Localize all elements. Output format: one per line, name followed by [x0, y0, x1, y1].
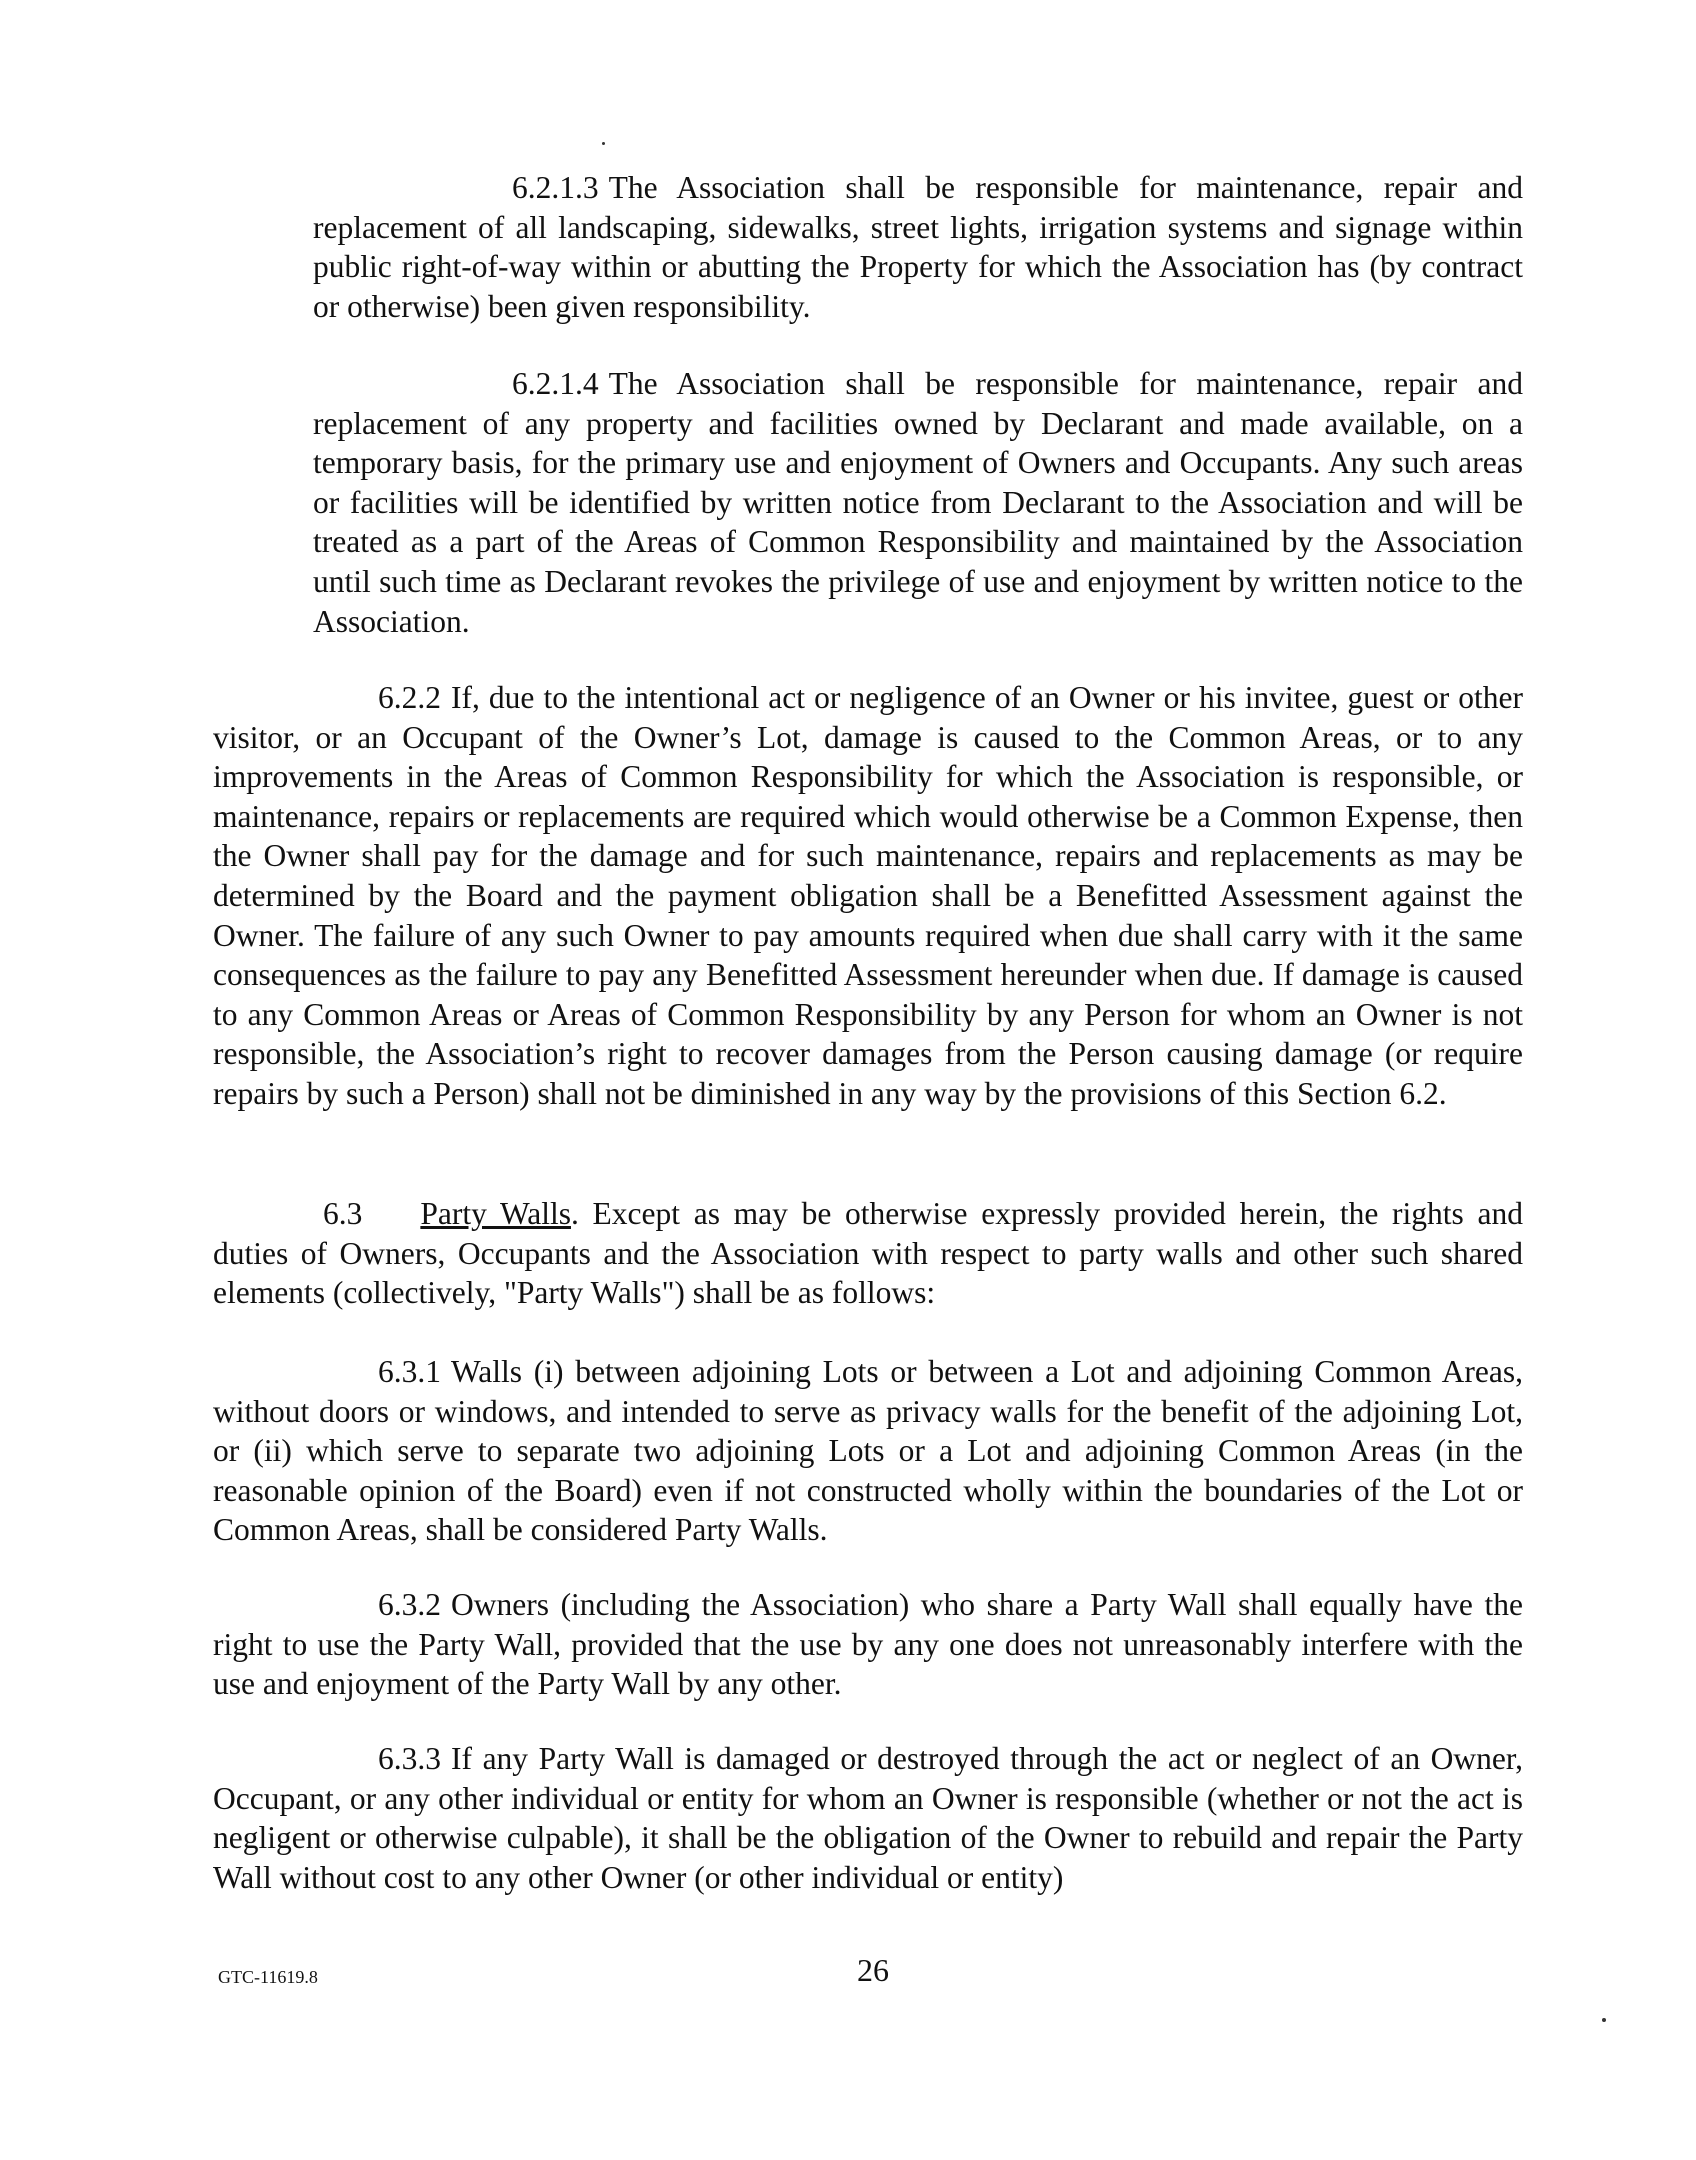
paragraph-text: Owners (including the Association) who share a Party Wall shall equally have the right to use the Party Wall, provided that the use by any one does not unreasonably interfere with the use and enjoyment of the Party Wall by any other. — [213, 1587, 1523, 1702]
paragraph-6-3-3 — [213, 1739, 1523, 1897]
document-code: GTC-11619.8 — [218, 1967, 318, 1987]
page-number: 26 — [857, 1952, 889, 1988]
paragraph-6-3-1 — [213, 1352, 1523, 1550]
paragraph-text: . Except as may be otherwise expressly provided herein, the rights and duties of Owners, Occupants and the Association with respect to party walls and other such shared elements (collectively, "Party Walls") shall be as follows: — [213, 1196, 1523, 1311]
paragraph-number: 6.2.1.4 — [512, 366, 599, 401]
scan-speck — [1602, 2018, 1606, 2022]
paragraph-number: 6.3.2 — [378, 1587, 441, 1622]
paragraph-number: 6.3.3 — [378, 1741, 441, 1776]
paragraph-text: The Association shall be responsible for maintenance, repair and replacement of all landscaping, sidewalks, street lights, irrigation systems and signage within public right-of-way within or abutting the Property for which the Association has (by contract or otherwise) been given responsibility. — [313, 170, 1523, 324]
paragraph-text: If, due to the intentional act or negligence of an Owner or his invitee, guest or other visitor, or an Occupant of the Owner’s Lot, damage is caused to the Common Areas, or to any improvements in the Areas of Common Responsibility for which the Association is responsible, or maintenance, repairs or replacements are required which would otherwise be a Common Expense, then the Owner shall pay for the damage and for such maintenance, repairs and replacements as may be determined by the Board and the payment obligation shall be a Benefitted Assessment against the Owner. The failure of any such Owner to pay amounts required when due shall carry with it the same consequences as the failure to pay any Benefitted Assessment hereunder when due. If damage is caused to any Common Areas or Areas of Common Responsibility by any Person for whom an Owner is not responsible, the Association’s right to recover damages from the Person causing damage (or require repairs by such a Person) shall not be diminished in any way by the provisions of this Section 6.2. — [213, 680, 1523, 1111]
scan-speck — [602, 142, 605, 145]
paragraph-number: 6.2.2 — [378, 680, 441, 715]
paragraph-6-3-2 — [213, 1585, 1523, 1704]
section-6-3-party-walls — [213, 1194, 1523, 1313]
paragraph-6-2-2 — [213, 678, 1523, 1114]
paragraph-text: Walls (i) between adjoining Lots or between a Lot and adjoining Common Areas, without doors or windows, and intended to serve as privacy walls for the benefit of the adjoining Lot, or (ii) which serve to separate two adjoining Lots or a Lot and adjoining Common Areas (in the reasonable opinion of the Board) even if not constructed wholly within the boundaries of the Lot or Common Areas, shall be considered Party Walls. — [213, 1354, 1523, 1548]
paragraph-6-2-1-3 — [313, 168, 1523, 326]
paragraph-text: The Association shall be responsible for maintenance, repair and replacement of any property and facilities owned by Declarant and made available, on a temporary basis, for the primary use and enjoyment of Owners and Occupants. Any such areas or facilities will be identified by written notice from Declarant to the Association and will be treated as a part of the Areas of Common Responsibility and maintained by the Association until such time as Declarant revokes the privilege of use and enjoyment by written notice to the Association. — [313, 366, 1523, 639]
paragraph-text: If any Party Wall is damaged or destroyed through the act or neglect of an Owner, Occupant, or any other individual or entity for whom an Owner is responsible (whether or not the act is negligent or otherwise culpable), it shall be the obligation of the Owner to rebuild and repair the Party Wall without cost to any other Owner (or other individual or entity) — [213, 1741, 1523, 1895]
paragraph-6-2-1-4 — [313, 364, 1523, 641]
section-number: 6.3 — [323, 1196, 363, 1231]
paragraph-number: 6.3.1 — [378, 1354, 441, 1389]
section-title: Party Walls — [420, 1196, 571, 1231]
paragraph-number: 6.2.1.3 — [512, 170, 599, 205]
